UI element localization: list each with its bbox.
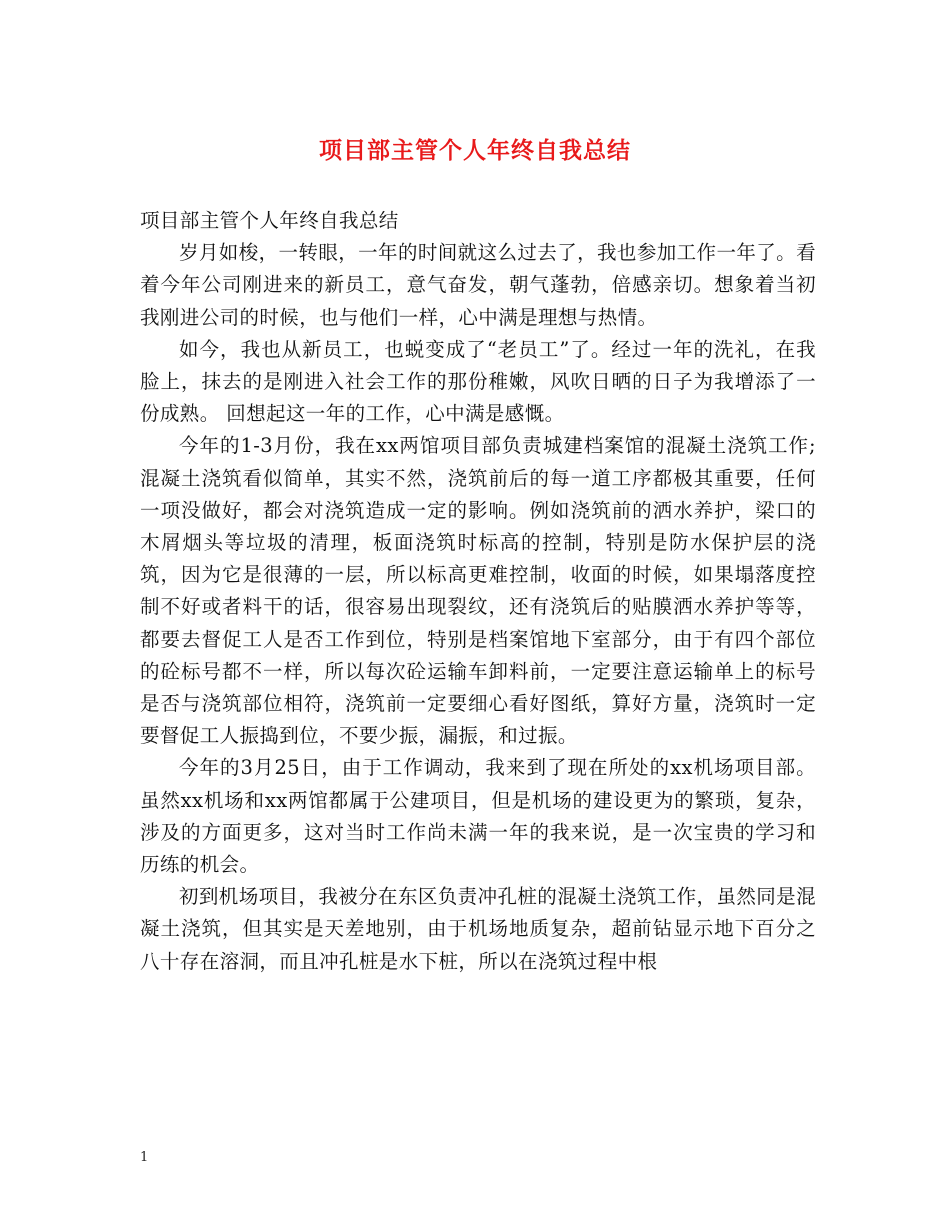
paragraph: 初到机场项目，我被分在东区负责冲孔桩的混凝土浇筑工作，虽然同是混凝土浇筑，但其实是天差地别，由于机场地质复杂，超前钻显示地下百分之八十存在溶洞，而且冲孔桩是水下桩，所以在浇筑过程中根 [140, 885, 816, 973]
document-title: 项目部主管个人年终自我总结 [319, 137, 631, 164]
document-subtitle: 项目部主管个人年终自我总结 [140, 209, 399, 232]
document-body [140, 205, 816, 978]
paragraph: 如今，我也从新员工，也蜕变成了“老员工”了。经过一年的洗礼，在我脸上，抹去的是刚进入社会工作的那份稚嫩，风吹日晒的日子为我增添了一份成熟。 回想起这一年的工作，心中满是感慨。 [140, 337, 816, 426]
paragraph: 今年的1-3月份，我在xx两馆项目部负责城建档案馆的混凝土浇筑工作;混凝土浇筑看似简单，其实不然，浇筑前后的每一道工序都极其重要，任何一项没做好，都会对浇筑造成一定的影响。例如浇筑前的洒水养护，梁口的木屑烟头等垃圾的清理，板面浇筑时标高的控制，特别是防水保护层的浇筑，因为它是很薄的一层，所以标高更难控制，收面的时候，如果塌落度控制不好或者料干的话，很容易出现裂纹，还有浇筑后的贴膜洒水养护等等，都要去督促工人是否工作到位，特别是档案馆地下室部分，由于有四个部位的砼标号都不一样，所以每次砼运输车卸料前，一定要注意运输单上的标号是否与浇筑部位相符，浇筑前一定要细心看好图纸，算好方量，浇筑时一定要督促工人振捣到位，不要少振，漏振，和过振。 [140, 434, 816, 748]
paragraph: 岁月如梭，一转眼，一年的时间就这么过去了，我也参加工作一年了。看着今年公司刚进来的新员工，意气奋发，朝气蓬勃，倍感亲切。想象着当初我刚进公司的时候，也与他们一样，心中满是理想与热情。 [140, 241, 816, 329]
paragraph: 今年的3月25日，由于工作调动，我来到了现在所处的xx机场项目部。虽然xx机场和xx两馆都属于公建项目，但是机场的建设更为的繁琐，复杂，涉及的方面更多，这对当时工作尚未满一年的我来说，是一次宝贵的学习和历练的机会。 [140, 756, 816, 877]
page-number: 1 [140, 1150, 149, 1165]
